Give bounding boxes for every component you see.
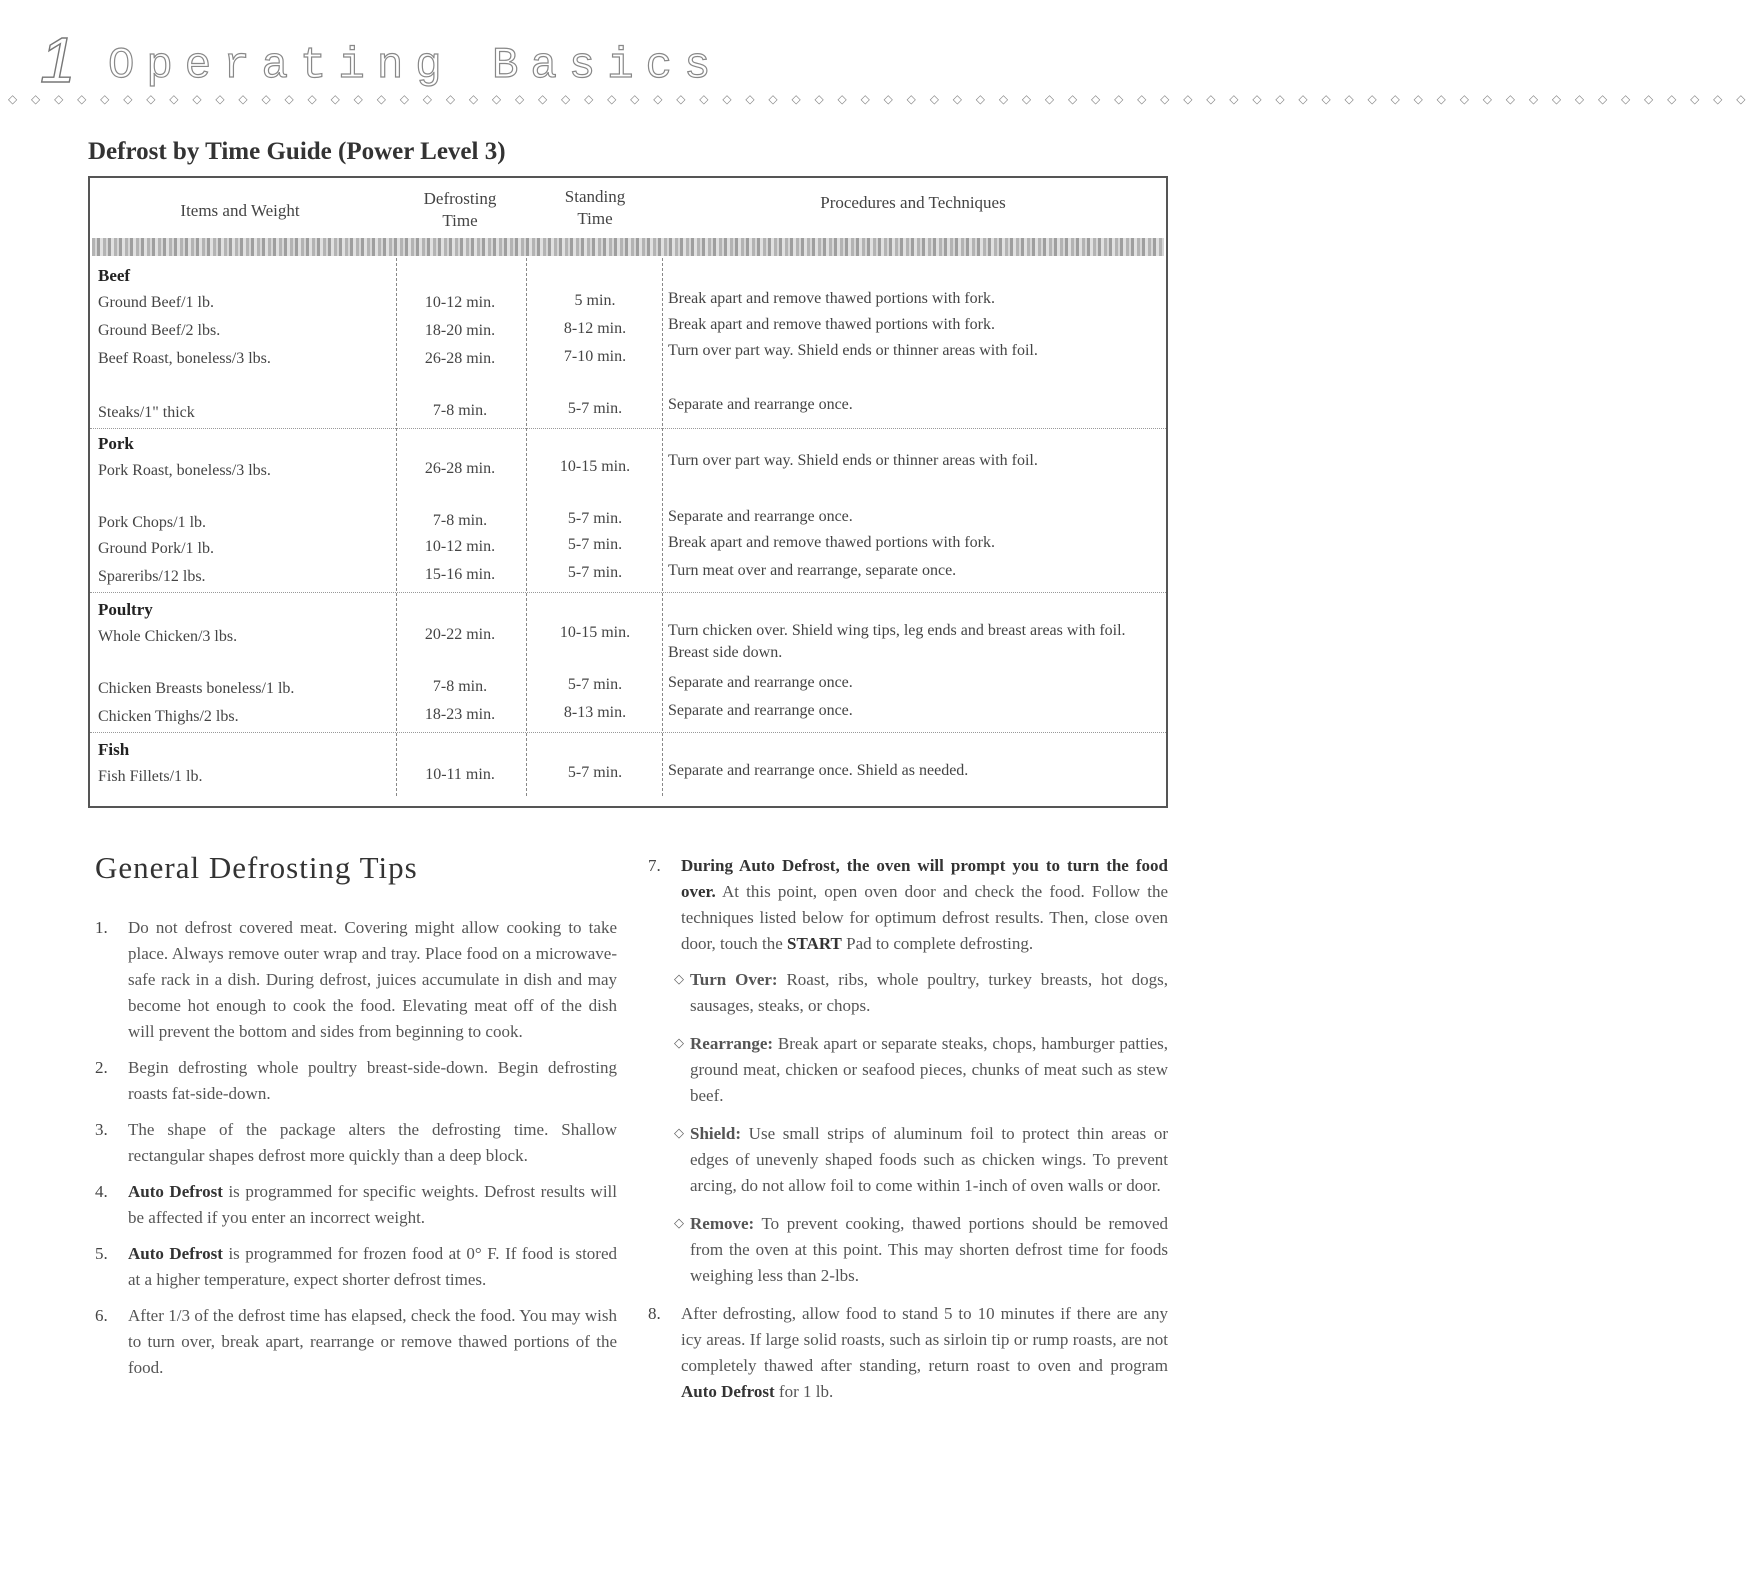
- technique-lead: Shield:: [690, 1124, 742, 1143]
- section-title: Operating Basics: [108, 41, 723, 91]
- tip-number: 3.: [95, 1120, 108, 1139]
- row-procedure: Turn chicken over. Shield wing tips, leg ends and breast areas with foil. Breast side down.: [668, 622, 1126, 661]
- technique-lead: Turn Over:: [690, 970, 778, 989]
- row-item: Fish Fillets/1 lb.: [98, 768, 203, 785]
- tip-item: [95, 1179, 617, 1231]
- table-header: [90, 178, 1166, 234]
- tips-heading: General Defrosting Tips: [95, 850, 418, 885]
- row-separator: [90, 732, 1166, 733]
- tip-item: [95, 1117, 617, 1169]
- tip-number: 8.: [648, 1304, 661, 1323]
- tip-text: Do not defrost covered meat. Covering might allow cooking to take place. Always remove outer wrap and tray. Place food on a microwave-safe rack in a dish. During defrost, juices accumulate in dish and may become hot enough to cook the food. Elevating meat off of the dish will prevent the bottom and sides from beginning to cook.: [128, 918, 617, 1041]
- header-defrost-line1: Defrosting: [423, 189, 497, 208]
- technique-text: To prevent cooking, thawed portions should be removed from the oven at this point. This may shorten defrost time for foods weighing less than 2-lbs.: [690, 1214, 1168, 1285]
- row-standing: 5-7 min.: [567, 510, 623, 527]
- row-standing: 7-10 min.: [563, 348, 627, 365]
- tips-right-column: [648, 853, 1168, 1415]
- diamond-divider: ◇ ◇ ◇ ◇ ◇ ◇ ◇ ◇ ◇ ◇ ◇ ◇ ◇ ◇ ◇ ◇ ◇ ◇ ◇ ◇ ◇ ◇ ◇ ◇ ◇ ◇ ◇ ◇ ◇ ◇ ◇ ◇ ◇ ◇ ◇ ◇ ◇ ◇ ◇ ◇ ◇ ◇ ◇ ◇ ◇ ◇ ◇ ◇ ◇ ◇ ◇ ◇ ◇ ◇ ◇ ◇ ◇ ◇ ◇ ◇ ◇ ◇ ◇ ◇ ◇ ◇ ◇ ◇ ◇ ◇ ◇ ◇ ◇ ◇ ◇ ◇: [8, 92, 1750, 106]
- technique-item: [648, 1121, 1168, 1199]
- header-standing: [530, 186, 660, 230]
- tip-number: 5.: [95, 1244, 108, 1263]
- row-item: Beef Roast, boneless/3 lbs.: [98, 350, 271, 367]
- row-standing: 5-7 min.: [567, 400, 623, 417]
- tip-number: 6.: [95, 1306, 108, 1325]
- tip-number: 2.: [95, 1058, 108, 1077]
- row-standing: 8-13 min.: [563, 704, 627, 721]
- row-standing: 10-15 min.: [559, 624, 631, 641]
- header-defrost-line2: Time: [442, 211, 478, 230]
- tip-text: Begin defrosting whole poultry breast-side-down. Begin defrosting roasts fat-side-down.: [128, 1058, 617, 1103]
- row-separator: [90, 428, 1166, 429]
- row-defrost: 18-23 min.: [424, 706, 496, 723]
- header-procedures: Procedures and Techniques: [820, 193, 1006, 212]
- row-defrost: 7-8 min.: [432, 512, 488, 529]
- tip-lead: During Auto Defrost, the oven will prompt you to turn the food over.: [681, 856, 1168, 901]
- page-header: [8, 24, 1750, 108]
- table-title: Defrost by Time Guide (Power Level 3): [88, 138, 506, 165]
- technique-item: [648, 1211, 1168, 1289]
- section-number: 1: [40, 24, 80, 96]
- row-item: Whole Chicken/3 lbs.: [98, 628, 238, 645]
- start-pad-label: START: [787, 934, 842, 953]
- row-standing: 5-7 min.: [567, 676, 623, 693]
- technique-lead: Rearrange:: [690, 1034, 774, 1053]
- row-standing: 5 min.: [574, 292, 616, 309]
- row-defrost: 10-12 min.: [424, 538, 496, 555]
- tip-text: After 1/3 of the defrost time has elapsed, check the food. You may wish to turn over, break apart, rearrange or remove thawed portions of the food.: [128, 1306, 617, 1377]
- tip-item: [95, 1055, 617, 1107]
- row-item: Spareribs/12 lbs.: [98, 568, 206, 585]
- row-item: Ground Beef/2 lbs.: [98, 322, 221, 339]
- row-defrost: 7-8 min.: [432, 402, 488, 419]
- technique-item: [648, 1031, 1168, 1109]
- row-procedure: Separate and rearrange once.: [668, 674, 853, 691]
- defrost-table: [88, 176, 1168, 808]
- tip-number: 4.: [95, 1182, 108, 1201]
- row-defrost: 10-11 min.: [425, 766, 495, 783]
- tip-item: [95, 915, 617, 1045]
- tips-left-column: [95, 915, 617, 1391]
- technique-text: Roast, ribs, whole poultry, turkey breasts, hot dogs, sausages, steaks, or chops.: [690, 970, 1168, 1015]
- tip-lead: Auto Defrost: [128, 1182, 223, 1201]
- header-shading-band: [92, 238, 1164, 256]
- row-item: Chicken Breasts boneless/1 lb.: [98, 680, 295, 697]
- row-defrost: 7-8 min.: [432, 678, 488, 695]
- row-item: Steaks/1" thick: [98, 404, 195, 421]
- row-separator: [90, 592, 1166, 593]
- tip-text: After defrosting, allow food to stand 5 to 10 minutes if there are any icy areas. If large solid roasts, such as sirloin tip or rump roasts, are not completely thawed after standing, return roast to oven and program: [681, 1304, 1168, 1375]
- tip-item: [95, 1241, 617, 1293]
- row-procedure: Separate and rearrange once. Shield as needed.: [668, 762, 969, 779]
- row-standing: 10-15 min.: [559, 458, 631, 475]
- category-beef: Beef: [98, 266, 131, 285]
- row-procedure: Break apart and remove thawed portions with fork.: [668, 534, 996, 551]
- tip-text: Pad to complete defrosting.: [841, 934, 1034, 953]
- column-divider: [662, 258, 663, 796]
- category-fish: Fish: [98, 740, 130, 759]
- header-defrost: [390, 188, 530, 232]
- row-standing: 5-7 min.: [567, 564, 623, 581]
- header-items: Items and Weight: [180, 201, 300, 220]
- header-standing-line2: Time: [577, 209, 613, 228]
- row-defrost: 18-20 min.: [424, 322, 496, 339]
- header-standing-line1: Standing: [564, 187, 626, 206]
- row-procedure: Turn over part way. Shield ends or thinner areas with foil.: [668, 342, 1038, 359]
- row-standing: 5-7 min.: [567, 764, 623, 781]
- tip-number: 1.: [95, 918, 108, 937]
- row-defrost: 15-16 min.: [424, 566, 496, 583]
- tip-item: [648, 853, 1168, 957]
- diamond-bullet-icon: ◇: [674, 972, 684, 987]
- tip-item: [95, 1303, 617, 1381]
- technique-item: [648, 967, 1168, 1019]
- tip-lead: Auto Defrost: [681, 1382, 775, 1401]
- row-standing: 8-12 min.: [563, 320, 627, 337]
- technique-lead: Remove:: [690, 1214, 755, 1233]
- row-defrost: 20-22 min.: [424, 626, 496, 643]
- row-item: Pork Chops/1 lb.: [98, 514, 207, 531]
- row-item: Pork Roast, boneless/3 lbs.: [98, 462, 271, 479]
- row-defrost: 26-28 min.: [424, 350, 496, 367]
- tip-item: [648, 1301, 1168, 1405]
- row-item: Chicken Thighs/2 lbs.: [98, 708, 239, 725]
- row-procedure: Turn meat over and rearrange, separate once.: [668, 562, 957, 579]
- tip-text: is programmed for specific weights. Defrost results will be affected if you enter an incorrect weight.: [128, 1182, 617, 1227]
- diamond-bullet-icon: ◇: [674, 1126, 684, 1141]
- tip-number: 7.: [648, 856, 661, 875]
- category-pork: Pork: [98, 434, 134, 453]
- row-procedure: Separate and rearrange once.: [668, 396, 853, 413]
- technique-text: Use small strips of aluminum foil to protect thin areas or edges of unevenly shaped foods such as chicken wings. To prevent arcing, do not allow foil to come within 1-inch of oven walls or door.: [690, 1124, 1168, 1195]
- row-procedure: Break apart and remove thawed portions with fork.: [668, 316, 996, 333]
- row-standing: 5-7 min.: [567, 536, 623, 553]
- row-procedure: Separate and rearrange once.: [668, 508, 853, 525]
- tip-text: for 1 lb.: [774, 1382, 834, 1401]
- tip-text: The shape of the package alters the defrosting time. Shallow rectangular shapes defrost more quickly than a deep block.: [128, 1120, 617, 1165]
- row-procedure: Separate and rearrange once.: [668, 702, 853, 719]
- row-item: Ground Pork/1 lb.: [98, 540, 214, 557]
- diamond-bullet-icon: ◇: [674, 1036, 684, 1051]
- row-procedure: Turn over part way. Shield ends or thinner areas with foil.: [668, 452, 1038, 469]
- tip-text: is programmed for frozen food at 0° F. If food is stored at a higher temperature, expect shorter defrost times.: [128, 1244, 617, 1289]
- diamond-bullet-icon: ◇: [674, 1216, 684, 1231]
- technique-text: Break apart or separate steaks, chops, hamburger patties, ground meat, chicken or seafood pieces, chunks of meat such as stew beef.: [690, 1034, 1168, 1105]
- category-poultry: Poultry: [98, 600, 153, 619]
- tip-text: At this point, open oven door and check the food. Follow the techniques listed below for optimum defrost results. Then, close oven door, touch the: [681, 882, 1168, 953]
- tip-lead: Auto Defrost: [128, 1244, 223, 1263]
- row-defrost: 10-12 min.: [424, 294, 496, 311]
- row-item: Ground Beef/1 lb.: [98, 294, 214, 311]
- row-defrost: 26-28 min.: [424, 460, 496, 477]
- row-procedure: Break apart and remove thawed portions with fork.: [668, 290, 996, 307]
